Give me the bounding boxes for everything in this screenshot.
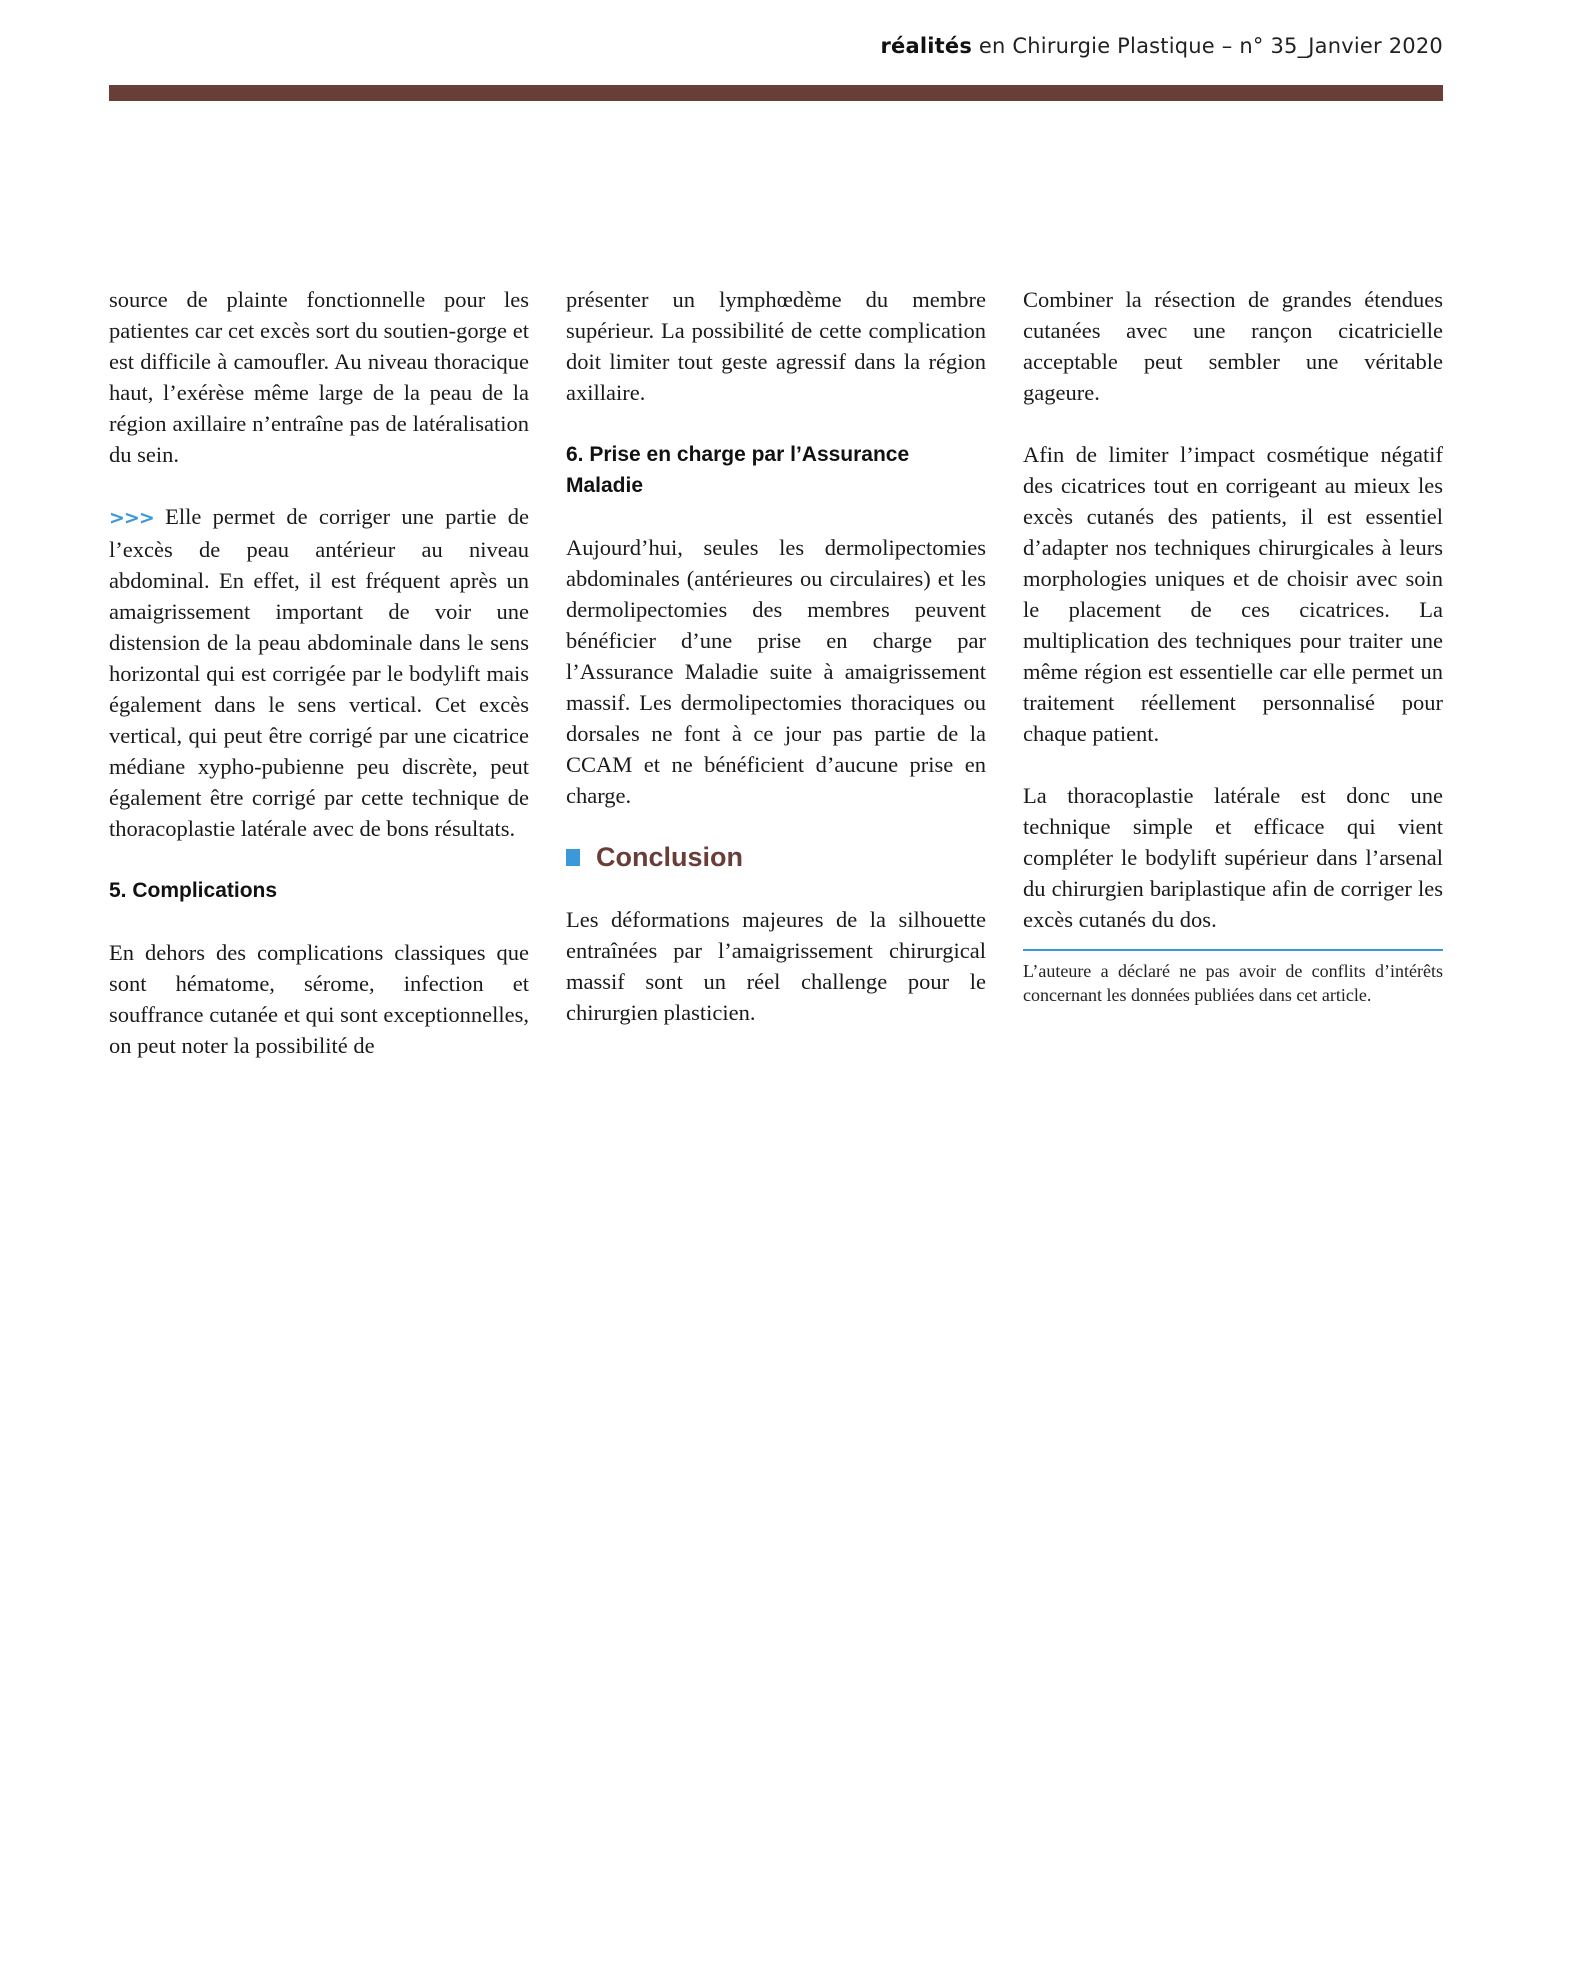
paragraph: La thoracoplastie latérale est donc une technique simple et efficace qui vient compléter le bodylift supérieur dans l’arsenal du chirurgien bariplastique afin de corriger les excès cutanés du dos. [1023,783,1443,932]
paragraph: présenter un lymphœdème du membre supérieur. La possibilité de cette complication doit limiter tout geste agressif dans la région axillaire. [566,287,986,405]
column-1 [109,284,529,1092]
section-title: Conclusion [596,842,743,872]
paragraph: Combiner la résection de grandes étendues cutanées avec une rançon cicatricielle acceptable peut sembler une véritable gageure. [1023,287,1443,405]
journal-brand: réalités [880,34,973,58]
subheading-complications: 5. Complications [109,879,278,902]
paragraph: Aujourd’hui, seules les dermolipectomies abdominales (antérieures ou circulaires) et les dermolipectomies des membres peuvent bénéficier d’une prise en charge par l’Assurance Maladie suite à amaigrissement massif. Les dermolipectomies thoraciques ou dorsales ne font à ce jour pas partie de la CCAM et ne bénéficient d’aucune prise en charge. [566,535,986,808]
paragraph: En dehors des complications classiques que sont hématome, sérome, infection et souffrance cutanée et qui sont exceptionnelles, on peut noter la possibilité de [109,940,529,1058]
column-3 [1023,284,1443,1007]
journal-issue: en Chirurgie Plastique – n° 35_Janvier 2020 [972,34,1443,58]
paragraph: >>> Elle permet de corriger une partie de l’excès de peau antérieur au niveau abdominal. En effet, il est fréquent après un amaigrissement important de voir une distension de la peau abdominale dans le sens horizontal qui est corrigée par le bodylift mais également dans le sens vertical. Cet excès vertical, qui peut être corrigé par une cicatrice médiane xypho-pubienne peu discrète, peut également être corrigé par cette technique de thoracoplastie latérale avec de bons résultats. [109,504,529,841]
conflict-of-interest-note: L’auteure a déclaré ne pas avoir de conflits d’intérêts concernant les données publiées dans cet article. [1023,961,1443,1005]
paragraph: Les déformations majeures de la silhouette entraînées par l’amaigrissement chirurgical massif sont un réel challenge pour le chirurgien plasticien. [566,907,986,1025]
section-heading-conclusion [566,842,986,873]
header-rule [109,85,1443,101]
section-square-icon [566,849,580,866]
paragraph: source de plainte fonctionnelle pour les patientes car cet excès sort du soutien-gorge et est difficile à camoufler. Au niveau thoracique haut, l’exérèse même large de la peau de la région axillaire n’entraîne pas de latéralisation du sein. [109,287,529,467]
subheading-assurance-maladie: 6. Prise en charge par l’Assurance Maladie [566,443,910,497]
paragraph: Afin de limiter l’impact cosmétique négatif des cicatrices tout en corrigeant au mieux les excès cutanés des patients, il est essentiel d’adapter nos techniques chirurgicales à leurs morphologies uniques et de choisir avec soin le placement de ces cicatrices. La multiplication des techniques pour traiter une même région est essentielle car elle permet un traitement réellement personnalisé pour chaque patient. [1023,442,1443,746]
column-2 [566,284,986,1059]
running-header [880,34,1443,58]
footnote-divider [1023,949,1443,951]
continuation-arrows-icon: >>> [109,507,154,529]
